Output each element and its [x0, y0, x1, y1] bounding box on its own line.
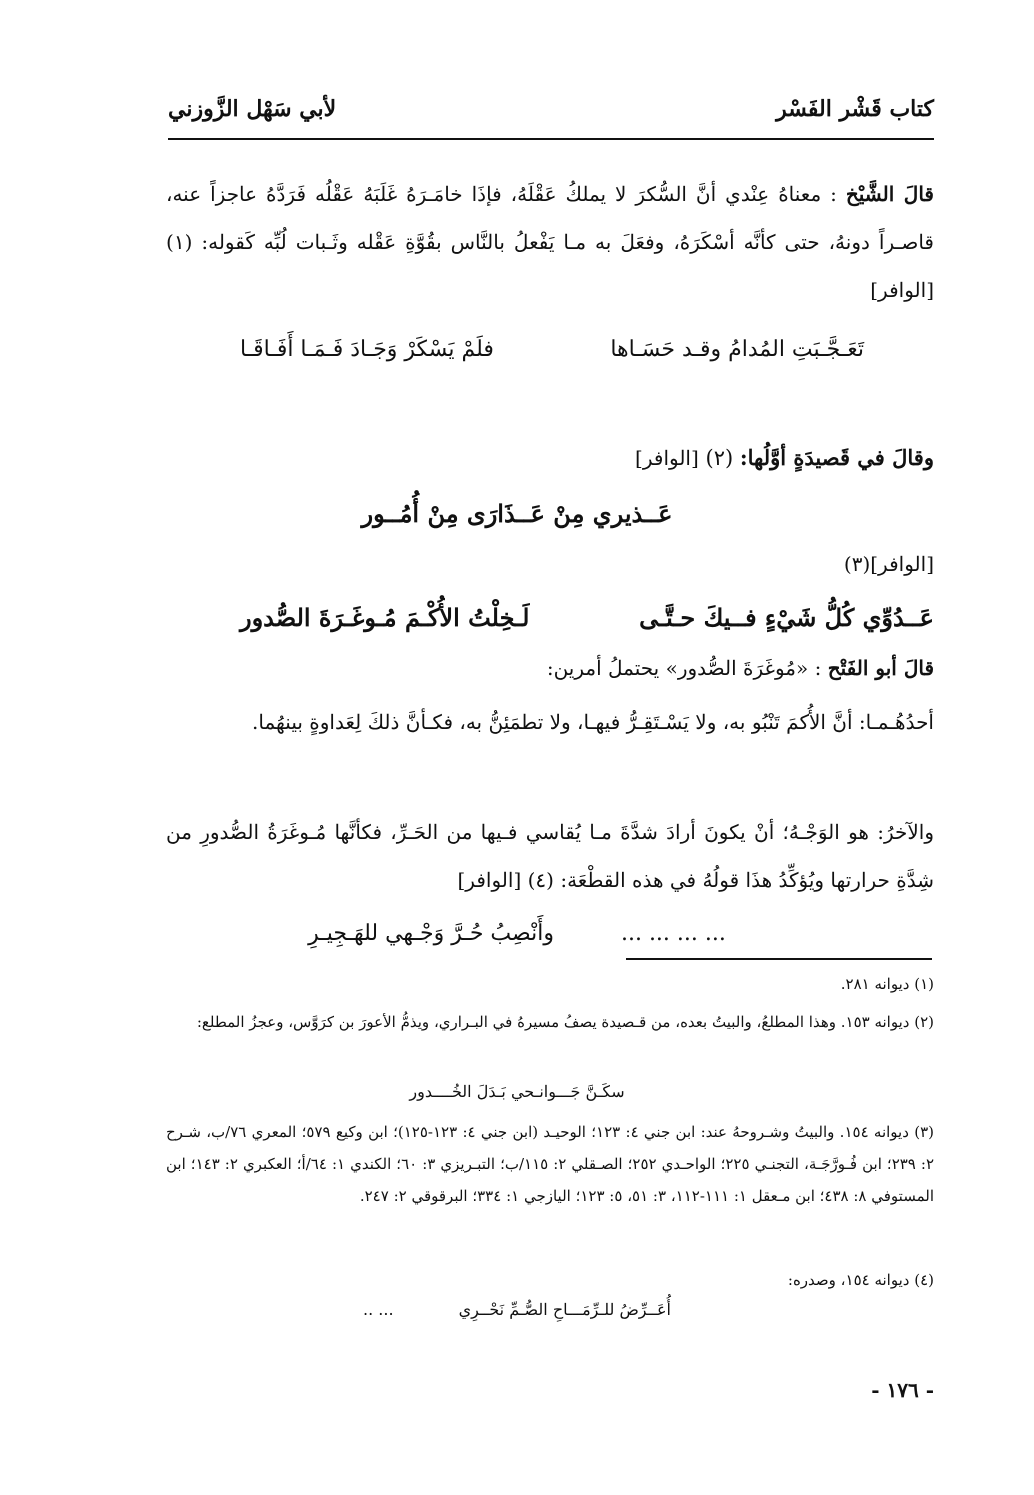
meter-label: [الوافر] — [870, 278, 934, 302]
verse-4 — [0, 914, 1034, 954]
paragraph-5 — [166, 808, 934, 904]
footnote-1: (١) ديوانه ٢٨١. — [840, 975, 934, 993]
speaker-label: قالَ أبو الفَتْح — [827, 656, 934, 680]
paragraph-1 — [166, 170, 934, 314]
footnote-4-verse-second: ... .. — [363, 1300, 394, 1319]
footnote-4-verse — [0, 1300, 1034, 1319]
verse-4-first-hemistich: ... ... ... ... — [620, 921, 726, 946]
book-title: كتاب قَشْر الفَسْر — [776, 96, 934, 122]
speaker-label: قالَ الشَّيْخ — [845, 182, 934, 206]
paragraph-4: أحدُهُـمـا: أنَّ الأُكمَ تَنْبُو به، ولا يَسْـتَقِـرُّ فيهـا، ولا تطمَئِنُّ به، فكـأنَّ ذلكَ لِعَداوةٍ بينهُما. — [252, 710, 934, 734]
header-rule — [168, 138, 934, 140]
footnote-ref: (٤) — [527, 868, 554, 892]
verse-3-first-hemistich: عَــدُوِّي كُلُّ شَيْءٍ فــيكَ حـتَّـى — [639, 603, 934, 632]
page-number: - ١٧٦ - — [871, 1378, 934, 1402]
footnote-4-verse-first: أُعَــرِّضُ للـرِّمَـــاحِ الصُّـمِّ نَحْــرِي — [458, 1300, 671, 1319]
footnote-3: (٣) ديوانه ١٥٤. والبيتُ وشـروحهُ عند: ابن جني ٤: ١٢٣؛ الوحيـد (ابن جني ٤: ١٢٣-١٢٥)؛ ابن وكيع ٥٧٩؛ المعري ٧٦/ب، شـرح ٢: ٢٣٩؛ ابن فُـورَّجَـة، التجنـي ٢٢٥؛ الواحـدي ٢٥٢؛ الصـقلي ٢: ١١٥/ب؛ التبـريزي ٣: ٦٠؛ الكندي ١: ٦٤/أ؛ العكبري ٢: ١٤٣؛ ابن المستوفي ٨: ٤٣٨؛ ابن مـعقل ١: ١١١-١١٢، ٣: ٥١، ٥: ١٢٣؛ اليازجي ١: ٣٣٤؛ البرقوقي ٢: ٢٤٧. — [166, 1123, 935, 1205]
footnote-2: (٢) ديوانه ١٥٣. وهذا المطلعُ، والبيتُ بعده، من قـصيدة يصفُ مسيرهُ في البـراري، ويذمُّ الأعورَ بن كرَوَّس، وعجزُ المطلع: — [196, 1013, 934, 1031]
verse-3-second-hemistich: لَـخِلْتُ الأُكْـمَ مُـوغَـرَةَ الصُّدور — [240, 603, 530, 632]
footnote-ref: (٣) — [843, 552, 871, 576]
paragraph-text: : «مُوغَرَةَ الصُّدور» يحتملُ أمرين: — [546, 656, 822, 680]
author-name: لأبي سَهْل الزَّوزني — [168, 96, 337, 122]
footnote-ref: (١) — [166, 230, 193, 254]
verse-2: عَــذيري مِنْ عَــذَارَى مِنْ أُمُــور — [361, 499, 673, 528]
meter-label: [الوافر] — [635, 446, 699, 470]
footnote-rule — [626, 958, 932, 960]
meter-label: [الوافر] — [870, 552, 934, 576]
paragraph-2 — [635, 438, 934, 478]
footnote-4: (٤) ديوانه ١٥٤، وصدره: — [787, 1271, 934, 1289]
paragraph-text: والآخرُ: هو الوَجْـهُ؛ أنْ يكونَ أرادَ شدَّةَ مـا يُقاسي فـيها من الحَـرِّ، فكأنَّها مُـوغَرَةُ الصُّدورِ من شِدَّةِ حرارتها ويُؤكِّدُ هذَا قولُهُ في هذه القطْعَة: — [166, 820, 934, 892]
poem-intro: وقالَ في قَصيدَةٍ أوَّلُها: — [739, 445, 934, 470]
verse-4-second-hemistich: وأَنْصِبُ حُـرَّ وَجْـهي للهَـجِيـرِ — [308, 921, 554, 946]
paragraph-3 — [547, 648, 934, 688]
paragraph-text: : معناهُ عِنْدي أنَّ السُّكرَ لا يملكُ عَقْلَهُ، فإذَا خامَـرَهُ غَلَبَهُ عَقْلُه فَرَدَّهُ عاجزاً عنه، قاصـراً دونهُ، حتى كأنَّه أسْكَرَهُ، وفعَلَ به مـا يَفْعلُ بالنَّاس بقُوَّةِ عَقْله وثَـبات لُبِّه كَقوله: — [166, 182, 934, 254]
verse-1-first-hemistich: تَعَـجَّـبَتِ المُدامُ وقـد حَسَـاها — [610, 337, 864, 362]
footnote-2-verse: سكَـنَّ جَـــوانـحي بَـدَلَ الخُــــدور — [409, 1082, 625, 1101]
meter-label: [الوافر] — [457, 868, 522, 892]
verse-3-meter — [844, 546, 934, 582]
verse-1-second-hemistich: فلَمْ يَسْكَرْ وَجَـادَ فَـمَـا أَفَـاقَـا — [240, 337, 494, 362]
footnote-ref: (٢) — [705, 446, 734, 470]
